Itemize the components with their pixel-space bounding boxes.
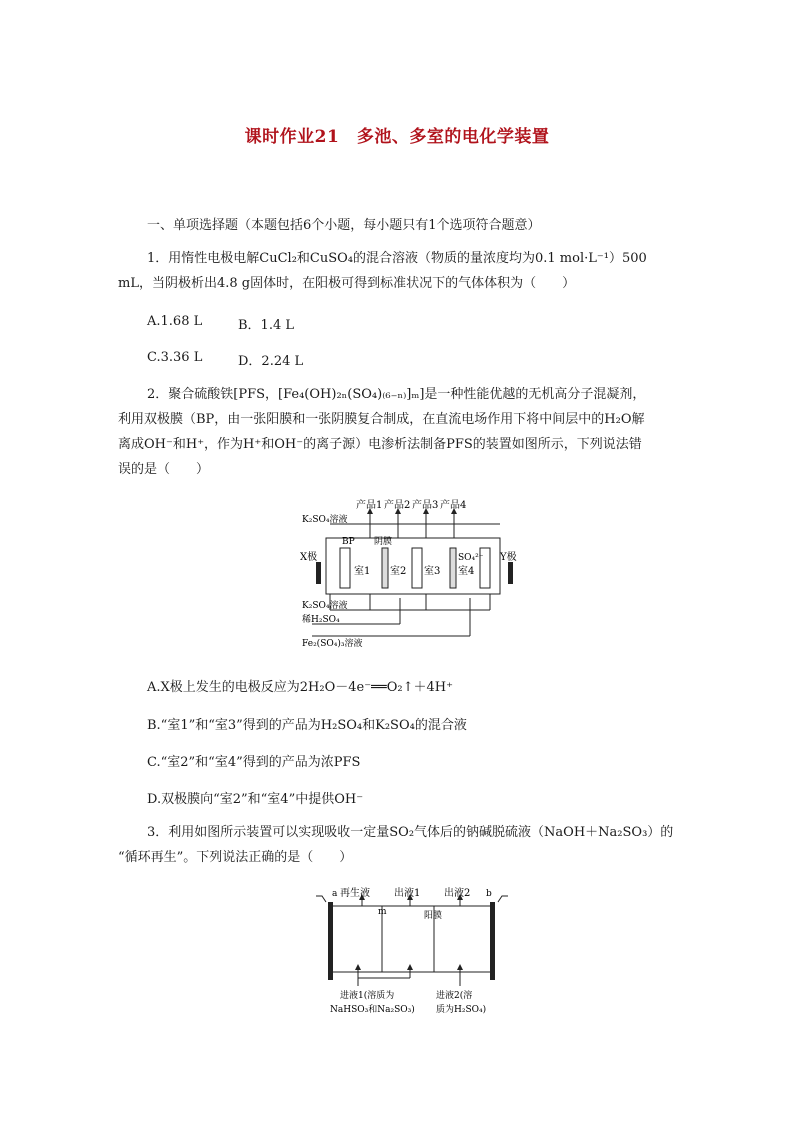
fig3-cation-membrane: 阳膜 <box>424 911 443 921</box>
fig2-room-1: 室1 <box>354 566 371 577</box>
fig3-inlet-2-line-1: 进液2(溶 <box>436 991 473 1001</box>
q2-line-2: 利用双极膜（BP，由一张阳膜和一张阴膜复合制成，在直流电场作用下将中间层中的H₂O解 <box>118 412 645 427</box>
fig2-k2so4-top: K₂SO₄溶液 <box>302 515 348 525</box>
fig3-label-a: a <box>332 889 338 899</box>
page-title: 课时作业21 多池、多室的电化学装置 <box>244 127 550 147</box>
fig2-y-electrode: Y极 <box>500 552 517 563</box>
q1-option-c: C.3.36 L <box>147 350 203 365</box>
q1-option-a: A.1.68 L <box>147 314 203 329</box>
fig2-bp-label: BP <box>342 537 355 547</box>
sodium-regeneration-diagram <box>312 886 512 1022</box>
q1-line-1: 1．用惰性电极电解CuCl₂和CuSO₄的混合溶液（物质的量浓度均为0.1 mol·L⁻¹）500 <box>147 251 647 266</box>
fig3-inlet-1-line-1: 进液1(溶质为 <box>340 991 395 1001</box>
fig2-product-4: 产品4 <box>440 500 467 511</box>
q2-line-1: 2．聚合硫酸铁[PFS，[Fe₄(OH)₂ₙ(SO₄)₍₆₋ₙ₎]ₘ]是一种性能优越的无机高分子混凝剂， <box>147 387 646 402</box>
fig2-anion-membrane: 阴膜 <box>374 537 393 547</box>
fig2-x-electrode: X极 <box>300 552 318 563</box>
fig3-outlet-2: 出液2 <box>444 888 471 899</box>
q1-option-d: D．2.24 L <box>238 354 304 369</box>
fig3-outlet-1: 出液1 <box>394 888 421 899</box>
fig2-fe2so43-solution: Fe₂(SO₄)₃溶液 <box>302 639 363 649</box>
pfs-electrodialysis-diagram <box>290 498 530 650</box>
fig2-product-2: 产品2 <box>384 500 411 511</box>
q3-line-2: “循环再生”。下列说法正确的是（ ） <box>118 850 353 865</box>
fig2-product-3: 产品3 <box>412 500 439 511</box>
section-heading: 一、单项选择题（本题包括6个小题，每小题只有1个选项符合题意） <box>147 218 541 233</box>
q2-option-a: A.X极上发生的电极反应为2H₂O－4e⁻══O₂↑＋4H⁺ <box>147 680 453 695</box>
fig3-inlet-1-line-2: NaHSO₃和Na₂SO₃) <box>330 1005 415 1015</box>
q2-option-c: C.“室2”和“室4”得到的产品为浓PFS <box>147 755 361 770</box>
q2-option-d: D.双极膜向“室2”和“室4”中提供OH⁻ <box>147 792 364 807</box>
q2-option-b: B.“室1”和“室3”得到的产品为H₂SO₄和K₂SO₄的混合液 <box>147 718 467 733</box>
fig2-room-2: 室2 <box>390 566 407 577</box>
fig2-room-4: 室4 <box>458 566 475 577</box>
q1-line-2: mL，当阴极析出4.8 g固体时，在阳极可得到标准状况下的气体体积为（ ） <box>118 276 576 291</box>
fig2-dilute-h2so4: 稀H₂SO₄ <box>302 615 340 625</box>
q1-option-b: B．1.4 L <box>238 318 294 333</box>
fig3-label-m: m <box>378 907 387 917</box>
fig2-room-3: 室3 <box>424 566 441 577</box>
fig3-label-b: b <box>486 889 492 899</box>
q2-line-3: 离成OH⁻和H⁺，作为H⁺和OH⁻的离子源）电渗析法制备PFS的装置如图所示，下列说法错 <box>118 437 642 452</box>
fig2-product-1: 产品1 <box>356 500 383 511</box>
q3-line-1: 3．利用如图所示装置可以实现吸收一定量SO₂气体后的钠碱脱硫液（NaOH＋Na₂SO₃）的 <box>147 825 674 840</box>
fig2-so4-ion: SO₄²⁻ <box>458 553 484 563</box>
fig3-inlet-2-line-2: 质为H₂SO₄) <box>436 1005 487 1015</box>
fig3-regenerated-liquid: 再生液 <box>340 888 370 899</box>
fig2-k2so4-bottom: K₂SO₄溶液 <box>302 601 348 611</box>
q2-line-4: 误的是（ ） <box>118 462 210 477</box>
